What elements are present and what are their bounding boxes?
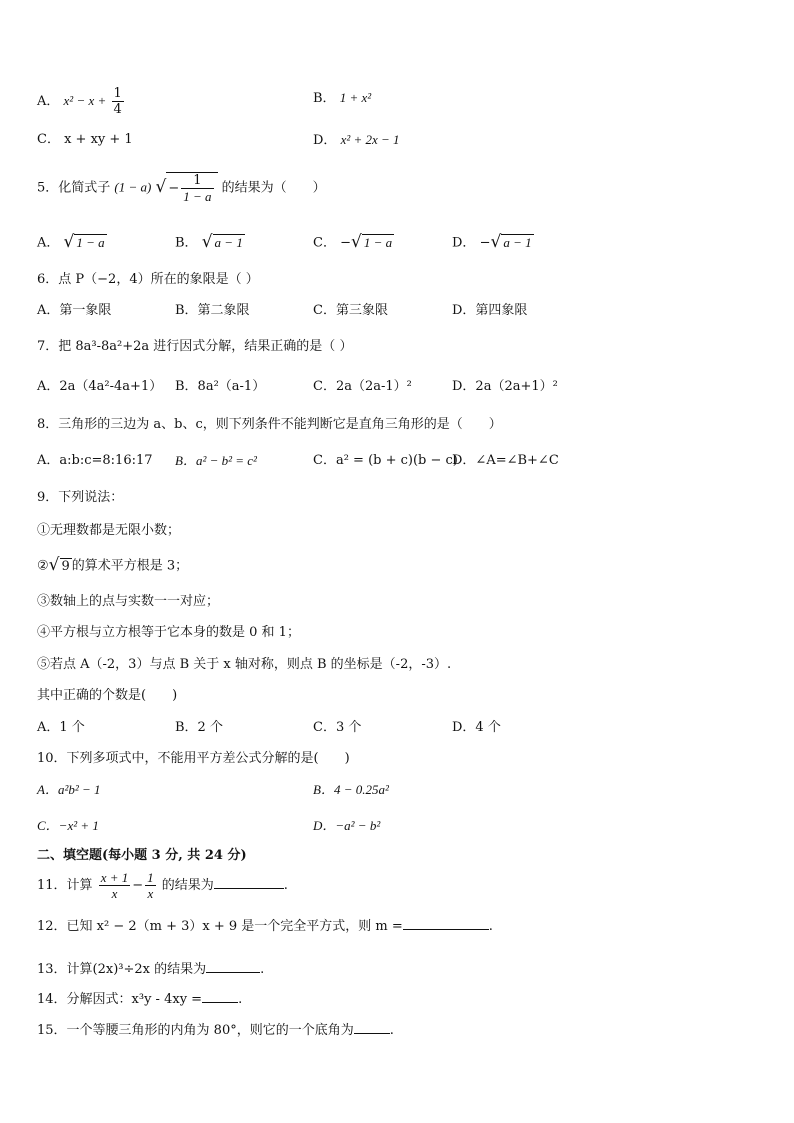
stem-text: 的结果为 bbox=[161, 878, 214, 893]
answer-blank[interactable] bbox=[202, 988, 238, 1003]
fraction bbox=[181, 173, 213, 204]
answer-blank[interactable] bbox=[206, 958, 260, 973]
stem-end: . bbox=[260, 962, 265, 977]
q13-stem bbox=[37, 958, 264, 979]
q8-option-d: D．∠A=∠B+∠C bbox=[452, 453, 559, 468]
q10-option-d: D．−a² − b² bbox=[313, 818, 381, 833]
answer-blank[interactable] bbox=[214, 874, 284, 889]
sign: − bbox=[132, 878, 144, 893]
q6-option-a: A．第一象限 bbox=[37, 303, 112, 318]
sqrt-radicand: a − 1 bbox=[503, 235, 532, 250]
option-label: C． bbox=[313, 235, 336, 251]
sqrt-symbol: √ bbox=[351, 232, 362, 252]
stem-end: . bbox=[389, 1023, 394, 1038]
fraction-num: x + 1 bbox=[100, 870, 129, 885]
sqrt-radicand: 1 − a bbox=[363, 235, 393, 250]
q8-option-a: A．a:b:c=8:16:17 bbox=[37, 453, 153, 468]
fraction-den: x bbox=[111, 886, 118, 901]
fraction-den: 4 bbox=[113, 102, 122, 117]
sqrt-radicand: 1 − a bbox=[76, 235, 105, 250]
statement-marker: ② bbox=[37, 558, 49, 574]
q5-option-b bbox=[175, 233, 245, 253]
answer-blank[interactable] bbox=[403, 915, 489, 930]
fraction bbox=[145, 870, 156, 901]
q12-stem bbox=[37, 915, 493, 936]
q7-option-d: D．2a（2a+1）² bbox=[452, 379, 558, 394]
sqrt-symbol: √ bbox=[155, 177, 167, 197]
sqrt-symbol: √ bbox=[201, 232, 213, 252]
sqrt bbox=[490, 233, 533, 253]
fraction-num: 1 bbox=[113, 86, 122, 101]
q9-option-a: A．1 个 bbox=[37, 720, 85, 735]
sign: − bbox=[479, 235, 491, 251]
q10-option-c: C．−x² + 1 bbox=[37, 818, 99, 833]
q6-option-c: C．第三象限 bbox=[313, 303, 388, 318]
sqrt bbox=[202, 233, 245, 253]
q4-option-a bbox=[37, 86, 126, 117]
stem-end: . bbox=[283, 878, 288, 893]
stem-text: 12．已知 x² − 2（m + 3）x + 9 是一个完全平方式，则 m = bbox=[37, 919, 403, 934]
q9-statement-4: ④平方根与立方根等于它本身的数是 0 和 1； bbox=[37, 625, 300, 640]
option-label: A． bbox=[37, 235, 60, 251]
fraction bbox=[112, 86, 124, 117]
q8-option-b: B．a² − b² = c² bbox=[175, 453, 257, 468]
option-label: A． bbox=[37, 94, 60, 109]
option-expr: 1 + x² bbox=[339, 90, 372, 105]
sqrt-symbol: √ bbox=[490, 232, 502, 252]
q8-stem: 8．三角形的三边为 a、b、c，则下列条件不能判断它是直角三角形的是（ ） bbox=[37, 417, 502, 432]
stem-text: 5．化简式子 bbox=[37, 180, 111, 196]
stem-end: . bbox=[238, 992, 243, 1007]
sqrt bbox=[156, 172, 218, 204]
fraction-num: 1 bbox=[181, 173, 213, 189]
statement-text: 的算术平方根是 3； bbox=[71, 558, 189, 574]
answer-blank[interactable] bbox=[354, 1019, 390, 1034]
q8-option-c: C．a² = (b + c)(b − c) bbox=[313, 453, 458, 468]
option-label: C． bbox=[37, 132, 60, 147]
q6-option-b: B．第二象限 bbox=[175, 303, 250, 318]
option-expr: x² + 2x − 1 bbox=[340, 132, 400, 147]
q4-option-b bbox=[313, 89, 371, 108]
q5-option-a bbox=[37, 233, 107, 253]
stem-factor: (1 − a) bbox=[114, 179, 152, 195]
q10-option-b: B．4 − 0.25a² bbox=[313, 782, 389, 797]
sign: − bbox=[168, 181, 180, 196]
sqrt-symbol: √ bbox=[63, 232, 75, 252]
sign: − bbox=[340, 235, 351, 251]
sqrt bbox=[351, 233, 394, 253]
stem-text: 11．计算 bbox=[37, 878, 93, 893]
q6-option-d: D．第四象限 bbox=[452, 303, 528, 318]
q5-option-c bbox=[313, 233, 394, 253]
q11-stem bbox=[37, 870, 288, 901]
sqrt-radicand: 9 bbox=[61, 559, 70, 574]
q5-option-d bbox=[452, 233, 534, 253]
stem-text: 14．分解因式：x³y - 4xy = bbox=[37, 992, 203, 1007]
fraction-num: 1 bbox=[147, 870, 154, 885]
section-title: 二、填空题(每小题 3 分, 共 24 分) bbox=[37, 848, 247, 863]
fraction-den: x bbox=[147, 886, 154, 901]
q9-statement-1: ①无理数都是无限小数； bbox=[37, 523, 181, 538]
q9-statement-2 bbox=[37, 556, 188, 576]
q7-stem: 7．把 8a³-8a²+2a 进行因式分解，结果正确的是（ ） bbox=[37, 339, 353, 354]
option-label: B． bbox=[175, 235, 198, 251]
sqrt-symbol: √ bbox=[48, 555, 60, 575]
q9-ask: 其中正确的个数是( ) bbox=[37, 688, 178, 703]
q9-statement-3: ③数轴上的点与实数一一对应； bbox=[37, 594, 220, 609]
q4-option-d bbox=[313, 131, 400, 150]
q6-stem: 6．点 P（−2，4）所在的象限是（ ） bbox=[37, 272, 259, 287]
sqrt-radicand bbox=[166, 172, 217, 204]
stem-text: 13．计算(2x)³÷2x 的结果为 bbox=[37, 962, 207, 977]
q9-option-d: D．4 个 bbox=[452, 720, 501, 735]
option-label: D． bbox=[313, 133, 337, 148]
stem-text: 的结果为（ ） bbox=[221, 180, 326, 196]
stem-text: 15．一个等腰三角形的内角为 80°，则它的一个底角为 bbox=[37, 1023, 354, 1038]
q10-option-a: A．a²b² − 1 bbox=[37, 782, 101, 797]
q4-option-c bbox=[37, 131, 133, 149]
q5-stem bbox=[37, 172, 326, 204]
stem-end: . bbox=[488, 919, 493, 934]
sqrt bbox=[64, 233, 107, 253]
q9-stem: 9．下列说法： bbox=[37, 490, 124, 505]
q10-stem: 10．下列多项式中，不能用平方差公式分解的是( ) bbox=[37, 751, 350, 766]
option-expr: x + xy + 1 bbox=[64, 132, 133, 147]
q7-option-c: C．2a（2a-1）² bbox=[313, 379, 412, 394]
sqrt-radicand: a − 1 bbox=[214, 235, 243, 250]
q9-option-b: B．2 个 bbox=[175, 720, 223, 735]
q9-option-c: C．3 个 bbox=[313, 720, 362, 735]
q14-stem bbox=[37, 988, 242, 1009]
q7-option-b: B．8a²（a-1） bbox=[175, 379, 266, 394]
q15-stem bbox=[37, 1019, 394, 1040]
q7-option-a: A．2a（4a²-4a+1） bbox=[37, 379, 163, 394]
option-label: B． bbox=[313, 91, 336, 106]
q9-statement-5: ⑤若点 A（-2，3）与点 B 关于 x 轴对称，则点 B 的坐标是（-2，-3）. bbox=[37, 657, 452, 672]
option-expr: x² − x + bbox=[63, 93, 110, 108]
fraction-den: 1 − a bbox=[183, 189, 212, 204]
option-label: D． bbox=[452, 235, 476, 251]
fraction bbox=[99, 870, 131, 901]
sqrt bbox=[49, 556, 72, 576]
